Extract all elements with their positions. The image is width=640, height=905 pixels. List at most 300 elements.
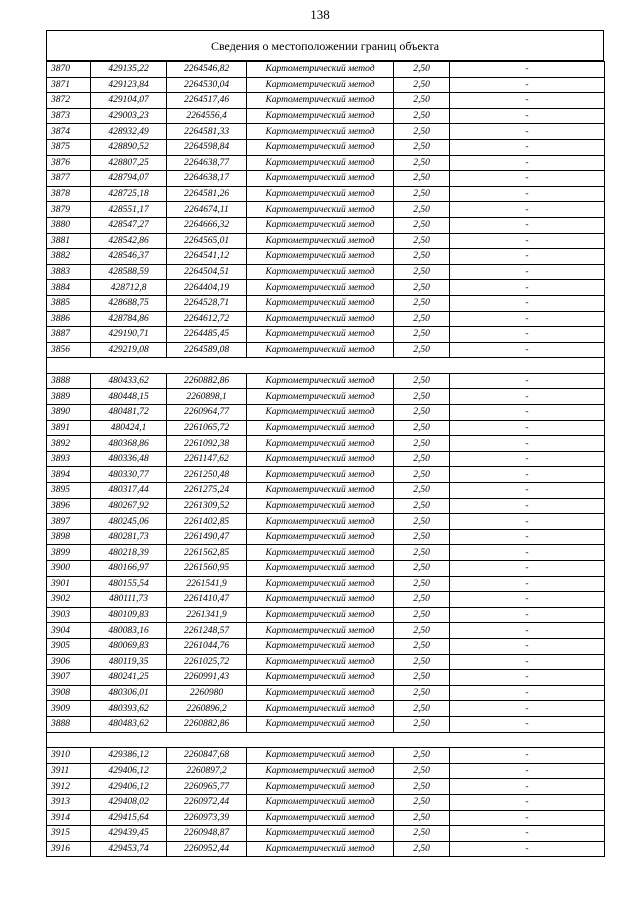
x-coordinate-cell: 480336,48 bbox=[91, 451, 167, 467]
x-coordinate-cell: 480393,62 bbox=[91, 701, 167, 717]
point-number-cell: 3901 bbox=[47, 576, 91, 592]
table-row bbox=[47, 373, 605, 389]
method-cell: Картометрический метод bbox=[247, 514, 394, 530]
method-cell: Картометрический метод bbox=[247, 670, 394, 686]
description-cell: - bbox=[450, 202, 605, 218]
point-number-cell: 3896 bbox=[47, 498, 91, 514]
description-cell: - bbox=[450, 748, 605, 764]
x-coordinate-cell: 480069,83 bbox=[91, 638, 167, 654]
point-number-cell: 3904 bbox=[47, 623, 91, 639]
point-number-cell: 3889 bbox=[47, 389, 91, 405]
point-number-cell: 3880 bbox=[47, 217, 91, 233]
accuracy-cell: 2,50 bbox=[394, 311, 450, 327]
accuracy-cell: 2,50 bbox=[394, 171, 450, 187]
description-cell: - bbox=[450, 670, 605, 686]
description-cell: - bbox=[450, 498, 605, 514]
method-cell: Картометрический метод bbox=[247, 654, 394, 670]
x-coordinate-cell: 480267,92 bbox=[91, 498, 167, 514]
accuracy-cell: 2,50 bbox=[394, 607, 450, 623]
description-cell: - bbox=[450, 685, 605, 701]
x-coordinate-cell: 428932,49 bbox=[91, 124, 167, 140]
table-row bbox=[47, 514, 605, 530]
method-cell: Картометрический метод bbox=[247, 405, 394, 421]
table-row bbox=[47, 701, 605, 717]
table-row bbox=[47, 77, 605, 93]
point-number-cell: 3879 bbox=[47, 202, 91, 218]
table-row bbox=[47, 467, 605, 483]
separator-row bbox=[47, 732, 605, 748]
point-number-cell: 3890 bbox=[47, 405, 91, 421]
point-number-cell: 3897 bbox=[47, 514, 91, 530]
method-cell: Картометрический метод bbox=[247, 794, 394, 810]
point-number-cell: 3916 bbox=[47, 841, 91, 857]
table-row bbox=[47, 62, 605, 78]
x-coordinate-cell: 429386,12 bbox=[91, 748, 167, 764]
table-row bbox=[47, 436, 605, 452]
method-cell: Картометрический метод bbox=[247, 529, 394, 545]
table-row bbox=[47, 217, 605, 233]
y-coordinate-cell: 2261402,85 bbox=[167, 514, 247, 530]
accuracy-cell: 2,50 bbox=[394, 763, 450, 779]
y-coordinate-cell: 2264404,19 bbox=[167, 280, 247, 296]
accuracy-cell: 2,50 bbox=[394, 623, 450, 639]
table-row bbox=[47, 405, 605, 421]
point-number-cell: 3893 bbox=[47, 451, 91, 467]
table-row bbox=[47, 186, 605, 202]
method-cell: Картометрический метод bbox=[247, 124, 394, 140]
y-coordinate-cell: 2264565,01 bbox=[167, 233, 247, 249]
y-coordinate-cell: 2260952,44 bbox=[167, 841, 247, 857]
y-coordinate-cell: 2260847,68 bbox=[167, 748, 247, 764]
y-coordinate-cell: 2260948,87 bbox=[167, 826, 247, 842]
point-number-cell: 3910 bbox=[47, 748, 91, 764]
table-row bbox=[47, 794, 605, 810]
accuracy-cell: 2,50 bbox=[394, 483, 450, 499]
table-row bbox=[47, 529, 605, 545]
point-number-cell: 3899 bbox=[47, 545, 91, 561]
table-row bbox=[47, 748, 605, 764]
description-cell: - bbox=[450, 373, 605, 389]
description-cell: - bbox=[450, 779, 605, 795]
x-coordinate-cell: 429408,02 bbox=[91, 794, 167, 810]
method-cell: Картометрический метод bbox=[247, 186, 394, 202]
accuracy-cell: 2,50 bbox=[394, 561, 450, 577]
description-cell: - bbox=[450, 342, 605, 358]
x-coordinate-cell: 428551,17 bbox=[91, 202, 167, 218]
method-cell: Картометрический метод bbox=[247, 467, 394, 483]
point-number-cell: 3898 bbox=[47, 529, 91, 545]
table-row bbox=[47, 841, 605, 857]
method-cell: Картометрический метод bbox=[247, 545, 394, 561]
description-cell: - bbox=[450, 561, 605, 577]
table-row bbox=[47, 607, 605, 623]
table-row bbox=[47, 93, 605, 109]
accuracy-cell: 2,50 bbox=[394, 638, 450, 654]
description-cell: - bbox=[450, 62, 605, 78]
accuracy-cell: 2,50 bbox=[394, 529, 450, 545]
y-coordinate-cell: 2264517,46 bbox=[167, 93, 247, 109]
accuracy-cell: 2,50 bbox=[394, 202, 450, 218]
table-row bbox=[47, 451, 605, 467]
table-row bbox=[47, 716, 605, 732]
x-coordinate-cell: 428712,8 bbox=[91, 280, 167, 296]
accuracy-cell: 2,50 bbox=[394, 592, 450, 608]
accuracy-cell: 2,50 bbox=[394, 685, 450, 701]
description-cell: - bbox=[450, 794, 605, 810]
method-cell: Картометрический метод bbox=[247, 451, 394, 467]
method-cell: Картометрический метод bbox=[247, 233, 394, 249]
y-coordinate-cell: 2261044,76 bbox=[167, 638, 247, 654]
accuracy-cell: 2,50 bbox=[394, 295, 450, 311]
table-row bbox=[47, 810, 605, 826]
table-row bbox=[47, 295, 605, 311]
method-cell: Картометрический метод bbox=[247, 217, 394, 233]
x-coordinate-cell: 428890,52 bbox=[91, 139, 167, 155]
method-cell: Картометрический метод bbox=[247, 93, 394, 109]
table-row bbox=[47, 311, 605, 327]
accuracy-cell: 2,50 bbox=[394, 654, 450, 670]
x-coordinate-cell: 428794,07 bbox=[91, 171, 167, 187]
x-coordinate-cell: 428807,25 bbox=[91, 155, 167, 171]
accuracy-cell: 2,50 bbox=[394, 77, 450, 93]
x-coordinate-cell: 428542,86 bbox=[91, 233, 167, 249]
point-number-cell: 3882 bbox=[47, 249, 91, 265]
point-number-cell: 3909 bbox=[47, 701, 91, 717]
accuracy-cell: 2,50 bbox=[394, 62, 450, 78]
separator-cell bbox=[47, 732, 605, 748]
x-coordinate-cell: 480111,73 bbox=[91, 592, 167, 608]
point-number-cell: 3903 bbox=[47, 607, 91, 623]
table-row bbox=[47, 545, 605, 561]
method-cell: Картометрический метод bbox=[247, 748, 394, 764]
accuracy-cell: 2,50 bbox=[394, 748, 450, 764]
point-number-cell: 3875 bbox=[47, 139, 91, 155]
method-cell: Картометрический метод bbox=[247, 701, 394, 717]
method-cell: Картометрический метод bbox=[247, 327, 394, 343]
y-coordinate-cell: 2264638,77 bbox=[167, 155, 247, 171]
method-cell: Картометрический метод bbox=[247, 249, 394, 265]
accuracy-cell: 2,50 bbox=[394, 389, 450, 405]
table-header: Сведения о местоположении границ объекта bbox=[46, 30, 604, 61]
method-cell: Картометрический метод bbox=[247, 420, 394, 436]
point-number-cell: 3891 bbox=[47, 420, 91, 436]
accuracy-cell: 2,50 bbox=[394, 373, 450, 389]
point-number-cell: 3884 bbox=[47, 280, 91, 296]
point-number-cell: 3856 bbox=[47, 342, 91, 358]
y-coordinate-cell: 2264546,82 bbox=[167, 62, 247, 78]
y-coordinate-cell: 2264581,33 bbox=[167, 124, 247, 140]
method-cell: Картометрический метод bbox=[247, 498, 394, 514]
description-cell: - bbox=[450, 483, 605, 499]
y-coordinate-cell: 2261309,52 bbox=[167, 498, 247, 514]
x-coordinate-cell: 480483,62 bbox=[91, 716, 167, 732]
x-coordinate-cell: 480155,54 bbox=[91, 576, 167, 592]
table-row bbox=[47, 155, 605, 171]
accuracy-cell: 2,50 bbox=[394, 576, 450, 592]
point-number-cell: 3887 bbox=[47, 327, 91, 343]
x-coordinate-cell: 429003,23 bbox=[91, 108, 167, 124]
y-coordinate-cell: 2264612,72 bbox=[167, 311, 247, 327]
y-coordinate-cell: 2264556,4 bbox=[167, 108, 247, 124]
point-number-cell: 3908 bbox=[47, 685, 91, 701]
method-cell: Картометрический метод bbox=[247, 295, 394, 311]
accuracy-cell: 2,50 bbox=[394, 186, 450, 202]
accuracy-cell: 2,50 bbox=[394, 342, 450, 358]
description-cell: - bbox=[450, 592, 605, 608]
description-cell: - bbox=[450, 467, 605, 483]
method-cell: Картометрический метод bbox=[247, 389, 394, 405]
description-cell: - bbox=[450, 451, 605, 467]
description-cell: - bbox=[450, 139, 605, 155]
table-row bbox=[47, 592, 605, 608]
table-row bbox=[47, 685, 605, 701]
y-coordinate-cell: 2264638,17 bbox=[167, 171, 247, 187]
point-number-cell: 3905 bbox=[47, 638, 91, 654]
coordinates-table-body bbox=[47, 62, 605, 857]
point-number-cell: 3872 bbox=[47, 93, 91, 109]
accuracy-cell: 2,50 bbox=[394, 451, 450, 467]
x-coordinate-cell: 429439,45 bbox=[91, 826, 167, 842]
table-row bbox=[47, 108, 605, 124]
description-cell: - bbox=[450, 217, 605, 233]
separator-cell bbox=[47, 358, 605, 374]
description-cell: - bbox=[450, 311, 605, 327]
description-cell: - bbox=[450, 389, 605, 405]
table-row bbox=[47, 327, 605, 343]
method-cell: Картометрический метод bbox=[247, 561, 394, 577]
x-coordinate-cell: 428547,27 bbox=[91, 217, 167, 233]
point-number-cell: 3911 bbox=[47, 763, 91, 779]
table-row bbox=[47, 249, 605, 265]
x-coordinate-cell: 480083,16 bbox=[91, 623, 167, 639]
table-row bbox=[47, 139, 605, 155]
accuracy-cell: 2,50 bbox=[394, 124, 450, 140]
table-row bbox=[47, 654, 605, 670]
accuracy-cell: 2,50 bbox=[394, 139, 450, 155]
description-cell: - bbox=[450, 810, 605, 826]
y-coordinate-cell: 2264589,08 bbox=[167, 342, 247, 358]
method-cell: Картометрический метод bbox=[247, 155, 394, 171]
table-row bbox=[47, 576, 605, 592]
method-cell: Картометрический метод bbox=[247, 592, 394, 608]
method-cell: Картометрический метод bbox=[247, 638, 394, 654]
method-cell: Картометрический метод bbox=[247, 311, 394, 327]
accuracy-cell: 2,50 bbox=[394, 108, 450, 124]
description-cell: - bbox=[450, 249, 605, 265]
description-cell: - bbox=[450, 607, 605, 623]
x-coordinate-cell: 480218,39 bbox=[91, 545, 167, 561]
method-cell: Картометрический метод bbox=[247, 202, 394, 218]
point-number-cell: 3902 bbox=[47, 592, 91, 608]
x-coordinate-cell: 480368,86 bbox=[91, 436, 167, 452]
point-number-cell: 3888 bbox=[47, 373, 91, 389]
y-coordinate-cell: 2264485,45 bbox=[167, 327, 247, 343]
y-coordinate-cell: 2264666,32 bbox=[167, 217, 247, 233]
point-number-cell: 3892 bbox=[47, 436, 91, 452]
y-coordinate-cell: 2261410,47 bbox=[167, 592, 247, 608]
point-number-cell: 3874 bbox=[47, 124, 91, 140]
x-coordinate-cell: 480241,25 bbox=[91, 670, 167, 686]
description-cell: - bbox=[450, 763, 605, 779]
y-coordinate-cell: 2261275,24 bbox=[167, 483, 247, 499]
description-cell: - bbox=[450, 93, 605, 109]
accuracy-cell: 2,50 bbox=[394, 826, 450, 842]
method-cell: Картометрический метод bbox=[247, 826, 394, 842]
y-coordinate-cell: 2261490,47 bbox=[167, 529, 247, 545]
description-cell: - bbox=[450, 623, 605, 639]
y-coordinate-cell: 2261065,72 bbox=[167, 420, 247, 436]
table-row bbox=[47, 280, 605, 296]
accuracy-cell: 2,50 bbox=[394, 155, 450, 171]
x-coordinate-cell: 480166,97 bbox=[91, 561, 167, 577]
accuracy-cell: 2,50 bbox=[394, 217, 450, 233]
point-number-cell: 3895 bbox=[47, 483, 91, 499]
description-cell: - bbox=[450, 108, 605, 124]
y-coordinate-cell: 2261560,95 bbox=[167, 561, 247, 577]
y-coordinate-cell: 2261341,9 bbox=[167, 607, 247, 623]
method-cell: Картометрический метод bbox=[247, 264, 394, 280]
description-cell: - bbox=[450, 638, 605, 654]
table-row bbox=[47, 483, 605, 499]
y-coordinate-cell: 2264598,84 bbox=[167, 139, 247, 155]
description-cell: - bbox=[450, 716, 605, 732]
y-coordinate-cell: 2261248,57 bbox=[167, 623, 247, 639]
description-cell: - bbox=[450, 654, 605, 670]
description-cell: - bbox=[450, 171, 605, 187]
y-coordinate-cell: 2260965,77 bbox=[167, 779, 247, 795]
x-coordinate-cell: 429104,07 bbox=[91, 93, 167, 109]
accuracy-cell: 2,50 bbox=[394, 93, 450, 109]
accuracy-cell: 2,50 bbox=[394, 670, 450, 686]
method-cell: Картометрический метод bbox=[247, 280, 394, 296]
description-cell: - bbox=[450, 233, 605, 249]
point-number-cell: 3877 bbox=[47, 171, 91, 187]
accuracy-cell: 2,50 bbox=[394, 545, 450, 561]
method-cell: Картометрический метод bbox=[247, 62, 394, 78]
y-coordinate-cell: 2260882,86 bbox=[167, 373, 247, 389]
y-coordinate-cell: 2261092,38 bbox=[167, 436, 247, 452]
x-coordinate-cell: 428588,59 bbox=[91, 264, 167, 280]
point-number-cell: 3912 bbox=[47, 779, 91, 795]
description-cell: - bbox=[450, 77, 605, 93]
table-row bbox=[47, 264, 605, 280]
description-cell: - bbox=[450, 155, 605, 171]
x-coordinate-cell: 429219,08 bbox=[91, 342, 167, 358]
y-coordinate-cell: 2260972,44 bbox=[167, 794, 247, 810]
y-coordinate-cell: 2261562,85 bbox=[167, 545, 247, 561]
table-row bbox=[47, 342, 605, 358]
y-coordinate-cell: 2260896,2 bbox=[167, 701, 247, 717]
x-coordinate-cell: 480330,77 bbox=[91, 467, 167, 483]
point-number-cell: 3914 bbox=[47, 810, 91, 826]
description-cell: - bbox=[450, 826, 605, 842]
method-cell: Картометрический метод bbox=[247, 576, 394, 592]
description-cell: - bbox=[450, 701, 605, 717]
accuracy-cell: 2,50 bbox=[394, 701, 450, 717]
accuracy-cell: 2,50 bbox=[394, 841, 450, 857]
accuracy-cell: 2,50 bbox=[394, 779, 450, 795]
description-cell: - bbox=[450, 264, 605, 280]
table-row bbox=[47, 763, 605, 779]
point-number-cell: 3913 bbox=[47, 794, 91, 810]
method-cell: Картометрический метод bbox=[247, 716, 394, 732]
separator-row bbox=[47, 358, 605, 374]
x-coordinate-cell: 480306,01 bbox=[91, 685, 167, 701]
x-coordinate-cell: 480424,1 bbox=[91, 420, 167, 436]
y-coordinate-cell: 2264530,04 bbox=[167, 77, 247, 93]
method-cell: Картометрический метод bbox=[247, 841, 394, 857]
y-coordinate-cell: 2260991,43 bbox=[167, 670, 247, 686]
point-number-cell: 3876 bbox=[47, 155, 91, 171]
x-coordinate-cell: 428688,75 bbox=[91, 295, 167, 311]
description-cell: - bbox=[450, 186, 605, 202]
x-coordinate-cell: 480119,35 bbox=[91, 654, 167, 670]
point-number-cell: 3881 bbox=[47, 233, 91, 249]
description-cell: - bbox=[450, 124, 605, 140]
y-coordinate-cell: 2264504,51 bbox=[167, 264, 247, 280]
x-coordinate-cell: 480481,72 bbox=[91, 405, 167, 421]
accuracy-cell: 2,50 bbox=[394, 514, 450, 530]
y-coordinate-cell: 2264581,26 bbox=[167, 186, 247, 202]
point-number-cell: 3888 bbox=[47, 716, 91, 732]
y-coordinate-cell: 2260898,1 bbox=[167, 389, 247, 405]
y-coordinate-cell: 2260964,77 bbox=[167, 405, 247, 421]
description-cell: - bbox=[450, 436, 605, 452]
description-cell: - bbox=[450, 420, 605, 436]
x-coordinate-cell: 428725,18 bbox=[91, 186, 167, 202]
method-cell: Картометрический метод bbox=[247, 342, 394, 358]
method-cell: Картометрический метод bbox=[247, 607, 394, 623]
description-cell: - bbox=[450, 327, 605, 343]
table-row bbox=[47, 202, 605, 218]
accuracy-cell: 2,50 bbox=[394, 436, 450, 452]
table-row bbox=[47, 561, 605, 577]
point-number-cell: 3871 bbox=[47, 77, 91, 93]
point-number-cell: 3886 bbox=[47, 311, 91, 327]
y-coordinate-cell: 2261541,9 bbox=[167, 576, 247, 592]
accuracy-cell: 2,50 bbox=[394, 280, 450, 296]
method-cell: Картометрический метод bbox=[247, 810, 394, 826]
table-row bbox=[47, 670, 605, 686]
x-coordinate-cell: 480245,06 bbox=[91, 514, 167, 530]
page-number: 138 bbox=[310, 7, 330, 22]
method-cell: Картометрический метод bbox=[247, 483, 394, 499]
point-number-cell: 3906 bbox=[47, 654, 91, 670]
description-cell: - bbox=[450, 514, 605, 530]
point-number-cell: 3907 bbox=[47, 670, 91, 686]
method-cell: Картометрический метод bbox=[247, 779, 394, 795]
method-cell: Картометрический метод bbox=[247, 373, 394, 389]
x-coordinate-cell: 428784,86 bbox=[91, 311, 167, 327]
accuracy-cell: 2,50 bbox=[394, 716, 450, 732]
description-cell: - bbox=[450, 529, 605, 545]
accuracy-cell: 2,50 bbox=[394, 498, 450, 514]
description-cell: - bbox=[450, 841, 605, 857]
accuracy-cell: 2,50 bbox=[394, 405, 450, 421]
table-row bbox=[47, 826, 605, 842]
y-coordinate-cell: 2264541,12 bbox=[167, 249, 247, 265]
x-coordinate-cell: 480109,83 bbox=[91, 607, 167, 623]
y-coordinate-cell: 2264528,71 bbox=[167, 295, 247, 311]
method-cell: Картометрический метод bbox=[247, 108, 394, 124]
x-coordinate-cell: 480317,44 bbox=[91, 483, 167, 499]
table-row bbox=[47, 171, 605, 187]
x-coordinate-cell: 480433,62 bbox=[91, 373, 167, 389]
x-coordinate-cell: 480448,15 bbox=[91, 389, 167, 405]
method-cell: Картометрический метод bbox=[247, 763, 394, 779]
x-coordinate-cell: 429453,74 bbox=[91, 841, 167, 857]
description-cell: - bbox=[450, 576, 605, 592]
